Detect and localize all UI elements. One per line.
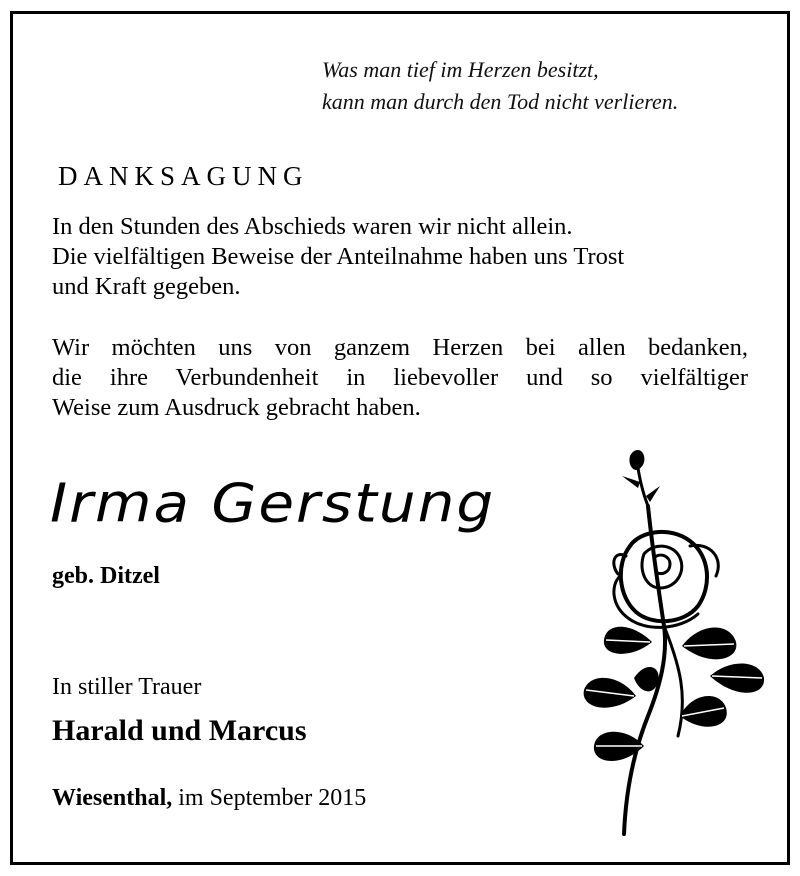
thanks-paragraph-2 [52,333,748,423]
place-name: Wiesenthal, [52,785,173,811]
paragraph-1-line-1: In den Stunden des Abschieds waren wir nicht allein. [52,213,573,240]
epigraph-quote [322,54,762,118]
quote-line-1: Was man tief im Herzen besitzt, [322,57,599,82]
deceased-name: Irma Gerstung [50,472,496,535]
mourner-names: Harald und Marcus [52,714,307,747]
place-and-date [52,785,366,812]
thanks-paragraph-1 [52,212,748,302]
quote-line-2: kann man durch den Tod nicht verlieren. [322,89,679,114]
date-text: im September 2015 [172,785,367,811]
notice-heading: DANKSAGUNG [58,161,309,191]
paragraph-2-line-1: Wir möchten uns von ganzem Herzen bei allen bedanken, [52,334,748,361]
paragraph-1-line-2: Die vielfältigen Beweise der Anteilnahme haben uns Trost [52,243,625,270]
birth-name: geb. Ditzel [52,563,160,589]
paragraph-2-line-3: Weise zum Ausdruck gebracht haben. [52,394,421,421]
paragraph-2-line-2: die ihre Verbundenheit in liebevoller und so vielfältiger [52,364,748,391]
paragraph-1-line-3: und Kraft gegeben. [52,273,241,300]
rose-icon [560,446,770,846]
mourning-intro: In stiller Trauer [52,674,202,700]
